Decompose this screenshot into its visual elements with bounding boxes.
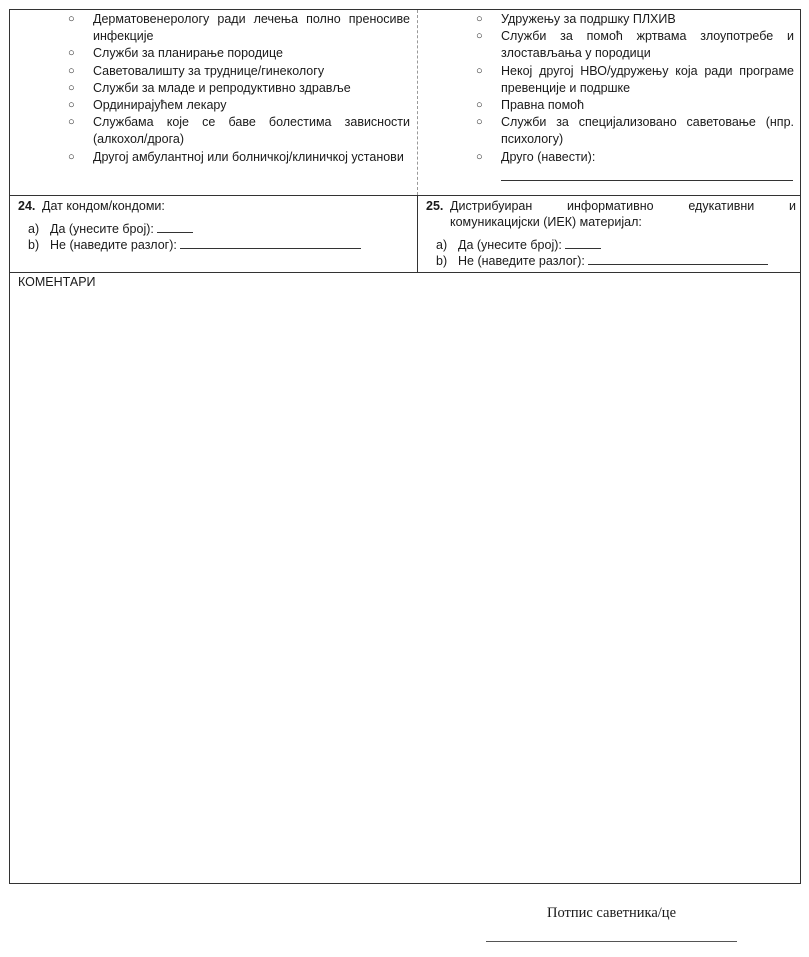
question-text-line1: Дистрибуиран информативно едукативни и <box>450 199 796 213</box>
count-blank[interactable] <box>565 238 601 249</box>
circle-bullet-icon: ○ <box>476 13 483 25</box>
referral-option[interactable] <box>476 149 794 166</box>
referral-option-label: Некој другој НВО/удружењу која ради програме превенције и подршке <box>501 63 794 95</box>
referral-option-label: Дерматовенерологу ради лечења полно преносиве инфекције <box>93 12 410 44</box>
reason-blank[interactable] <box>180 238 361 249</box>
referral-option[interactable] <box>68 149 410 166</box>
column-divider-solid <box>417 196 418 272</box>
option-yes[interactable] <box>426 237 796 253</box>
referral-option[interactable] <box>476 63 794 97</box>
form-frame <box>9 9 801 884</box>
comments-label: КОМЕНТАРИ <box>18 275 96 289</box>
count-blank[interactable] <box>157 222 193 233</box>
circle-bullet-icon: ○ <box>68 99 75 112</box>
referral-option[interactable] <box>476 28 794 62</box>
option-label: Не (наведите разлог): <box>458 254 585 268</box>
questions-row <box>10 196 800 272</box>
option-yes[interactable] <box>18 221 408 237</box>
referral-option-label: Служби за помоћ жртвама злоупотребе и злостављања у породици <box>501 29 794 61</box>
referral-option-label: Удружењу за подршку ПЛХИВ <box>501 12 676 26</box>
question-text-line2: комуникацијски (ИЕК) материјал: <box>450 215 642 229</box>
referral-option-label: Служби за планирање породице <box>93 46 283 61</box>
referral-list-left <box>68 11 410 166</box>
signature-line[interactable] <box>486 941 737 942</box>
option-label: Не (наведите разлог): <box>50 238 177 252</box>
referral-option-label: Служби за специјализовано саветовање (нпр. психологу) <box>501 115 794 147</box>
circle-bullet-icon: ○ <box>476 64 483 77</box>
circle-bullet-icon: ○ <box>476 116 483 129</box>
question-24 <box>18 198 408 253</box>
referral-option-label: Саветовалишту за труднице/гинекологу <box>93 63 325 78</box>
referral-list-right <box>476 11 794 181</box>
circle-bullet-icon: ○ <box>68 150 75 163</box>
referral-option[interactable] <box>476 11 794 28</box>
right-referral-options <box>476 11 794 166</box>
referral-option-label: Ординирајућем лекару <box>93 98 227 113</box>
left-referral-options <box>68 11 410 166</box>
circle-bullet-icon: ○ <box>476 30 483 43</box>
reason-blank[interactable] <box>588 254 768 265</box>
circle-bullet-icon: ○ <box>68 64 75 77</box>
option-letter: b) <box>28 238 40 252</box>
referral-option[interactable] <box>476 97 794 114</box>
option-letter: b) <box>436 254 448 268</box>
option-label: Да (унесите број): <box>458 238 562 252</box>
circle-bullet-icon: ○ <box>68 47 75 60</box>
referral-option[interactable] <box>476 114 794 148</box>
circle-bullet-icon: ○ <box>476 99 483 112</box>
referral-option-label: Друго (навести): <box>501 149 596 164</box>
circle-bullet-icon: ○ <box>68 13 75 25</box>
option-letter: a) <box>28 222 40 236</box>
referral-option[interactable] <box>68 97 410 114</box>
question-number: 24. <box>18 199 36 213</box>
referral-option-label: Другој амбулантној или болничкој/клиничкој установи <box>93 149 404 164</box>
referral-option-label: Служби за младе и репродуктивно здравље <box>93 80 351 95</box>
referral-option-label: Службама које се баве болестима зависности (алкохол/дрога) <box>93 115 410 147</box>
referral-option[interactable] <box>68 11 410 45</box>
referral-lists-row <box>10 10 800 195</box>
circle-bullet-icon: ○ <box>68 116 75 129</box>
option-no[interactable] <box>18 237 408 253</box>
referral-option[interactable] <box>68 114 410 148</box>
question-25 <box>426 198 796 269</box>
column-divider-dashed <box>417 10 418 195</box>
option-letter: a) <box>436 238 448 252</box>
question-number: 25. <box>426 199 444 213</box>
question-text: Дат кондом/кондоми: <box>42 199 165 213</box>
option-label: Да (унесите број): <box>50 222 154 236</box>
signature-label: Потпис саветника/це <box>546 905 677 921</box>
referral-option[interactable] <box>68 45 410 62</box>
referral-option-label: Правна помоћ <box>501 98 585 113</box>
option-no[interactable] <box>426 253 796 269</box>
circle-bullet-icon: ○ <box>68 81 75 94</box>
referral-option[interactable] <box>68 80 410 97</box>
circle-bullet-icon: ○ <box>476 150 483 163</box>
referral-option[interactable] <box>68 63 410 80</box>
row-divider <box>10 272 800 273</box>
other-specify-line[interactable] <box>501 168 793 181</box>
